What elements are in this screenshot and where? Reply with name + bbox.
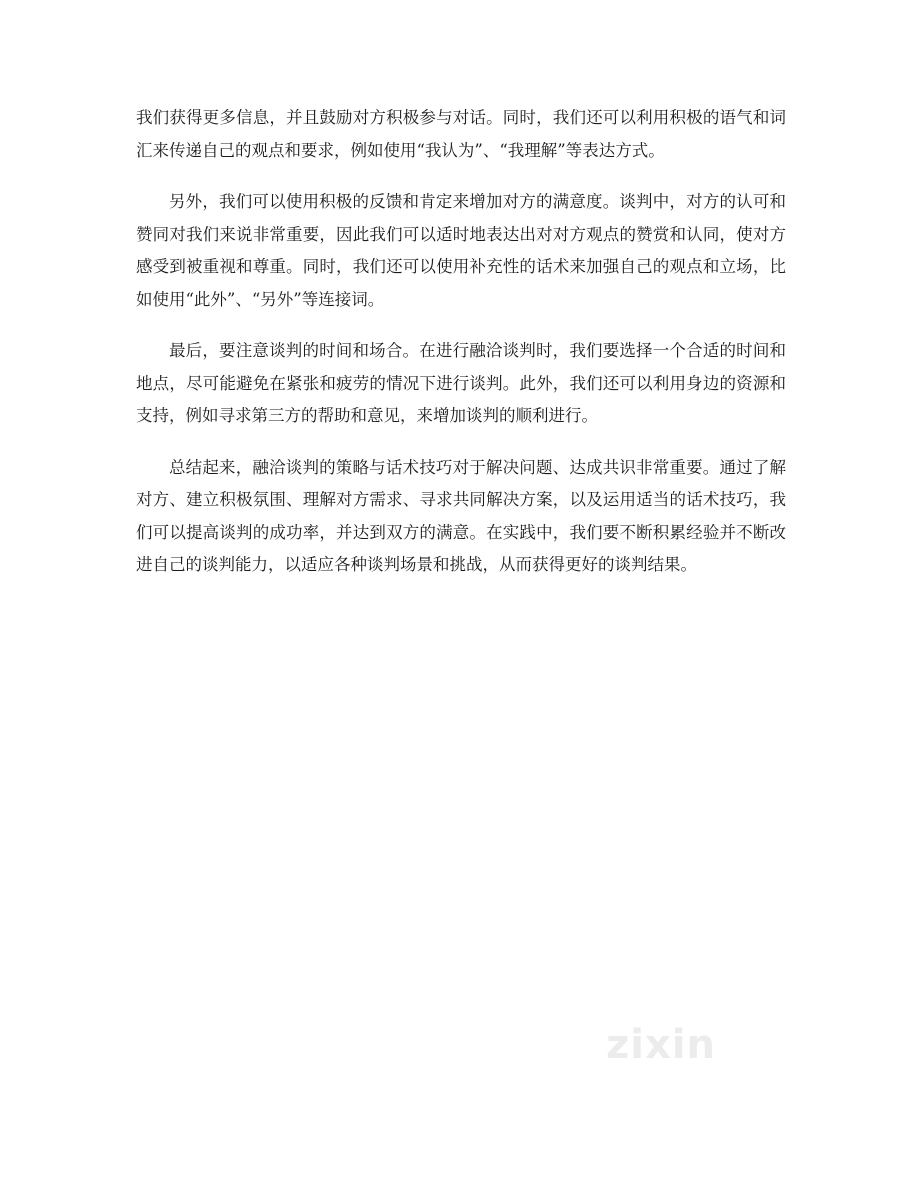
document-body <box>136 102 786 601</box>
paragraph-feedback: 另外，我们可以使用积极的反馈和肯定来增加对方的满意度。谈判中，对方的认可和赞同对我们来说非常重要，因此我们可以适时地表达出对对方观点的赞赏和认同，使对方感受到被重视和尊重。同时，我们还可以使用补充性的话术来加强自己的观点和立场，比如使用“此外”、“另外”等连接词。 <box>136 192 786 309</box>
watermark-logo: zixin <box>606 1022 716 1068</box>
paragraph-conclusion: 总结起来，融洽谈判的策略与话术技巧对于解决问题、达成共识非常重要。通过了解对方、建立积极氛围、理解对方需求、寻求共同解决方案，以及运用适当的话术技巧，我们可以提高谈判的成功率，并达到双方的满意。在实践中，我们要不断积累经验并不断改进自己的谈判能力，以适应各种谈判场景和挑战，从而获得更好的谈判结果。 <box>136 457 786 574</box>
paragraph-continued: 我们获得更多信息，并且鼓励对方积极参与对话。同时，我们还可以利用积极的语气和词汇来传递自己的观点和要求，例如使用“我认为”、“我理解”等表达方式。 <box>136 108 786 160</box>
paragraph-timing: 最后，要注意谈判的时间和场合。在进行融洽谈判时，我们要选择一个合适的时间和地点，尽可能避免在紧张和疲劳的情况下进行谈判。此外，我们还可以利用身边的资源和支持，例如寻求第三方的帮助和意见，来增加谈判的顺利进行。 <box>136 341 786 425</box>
